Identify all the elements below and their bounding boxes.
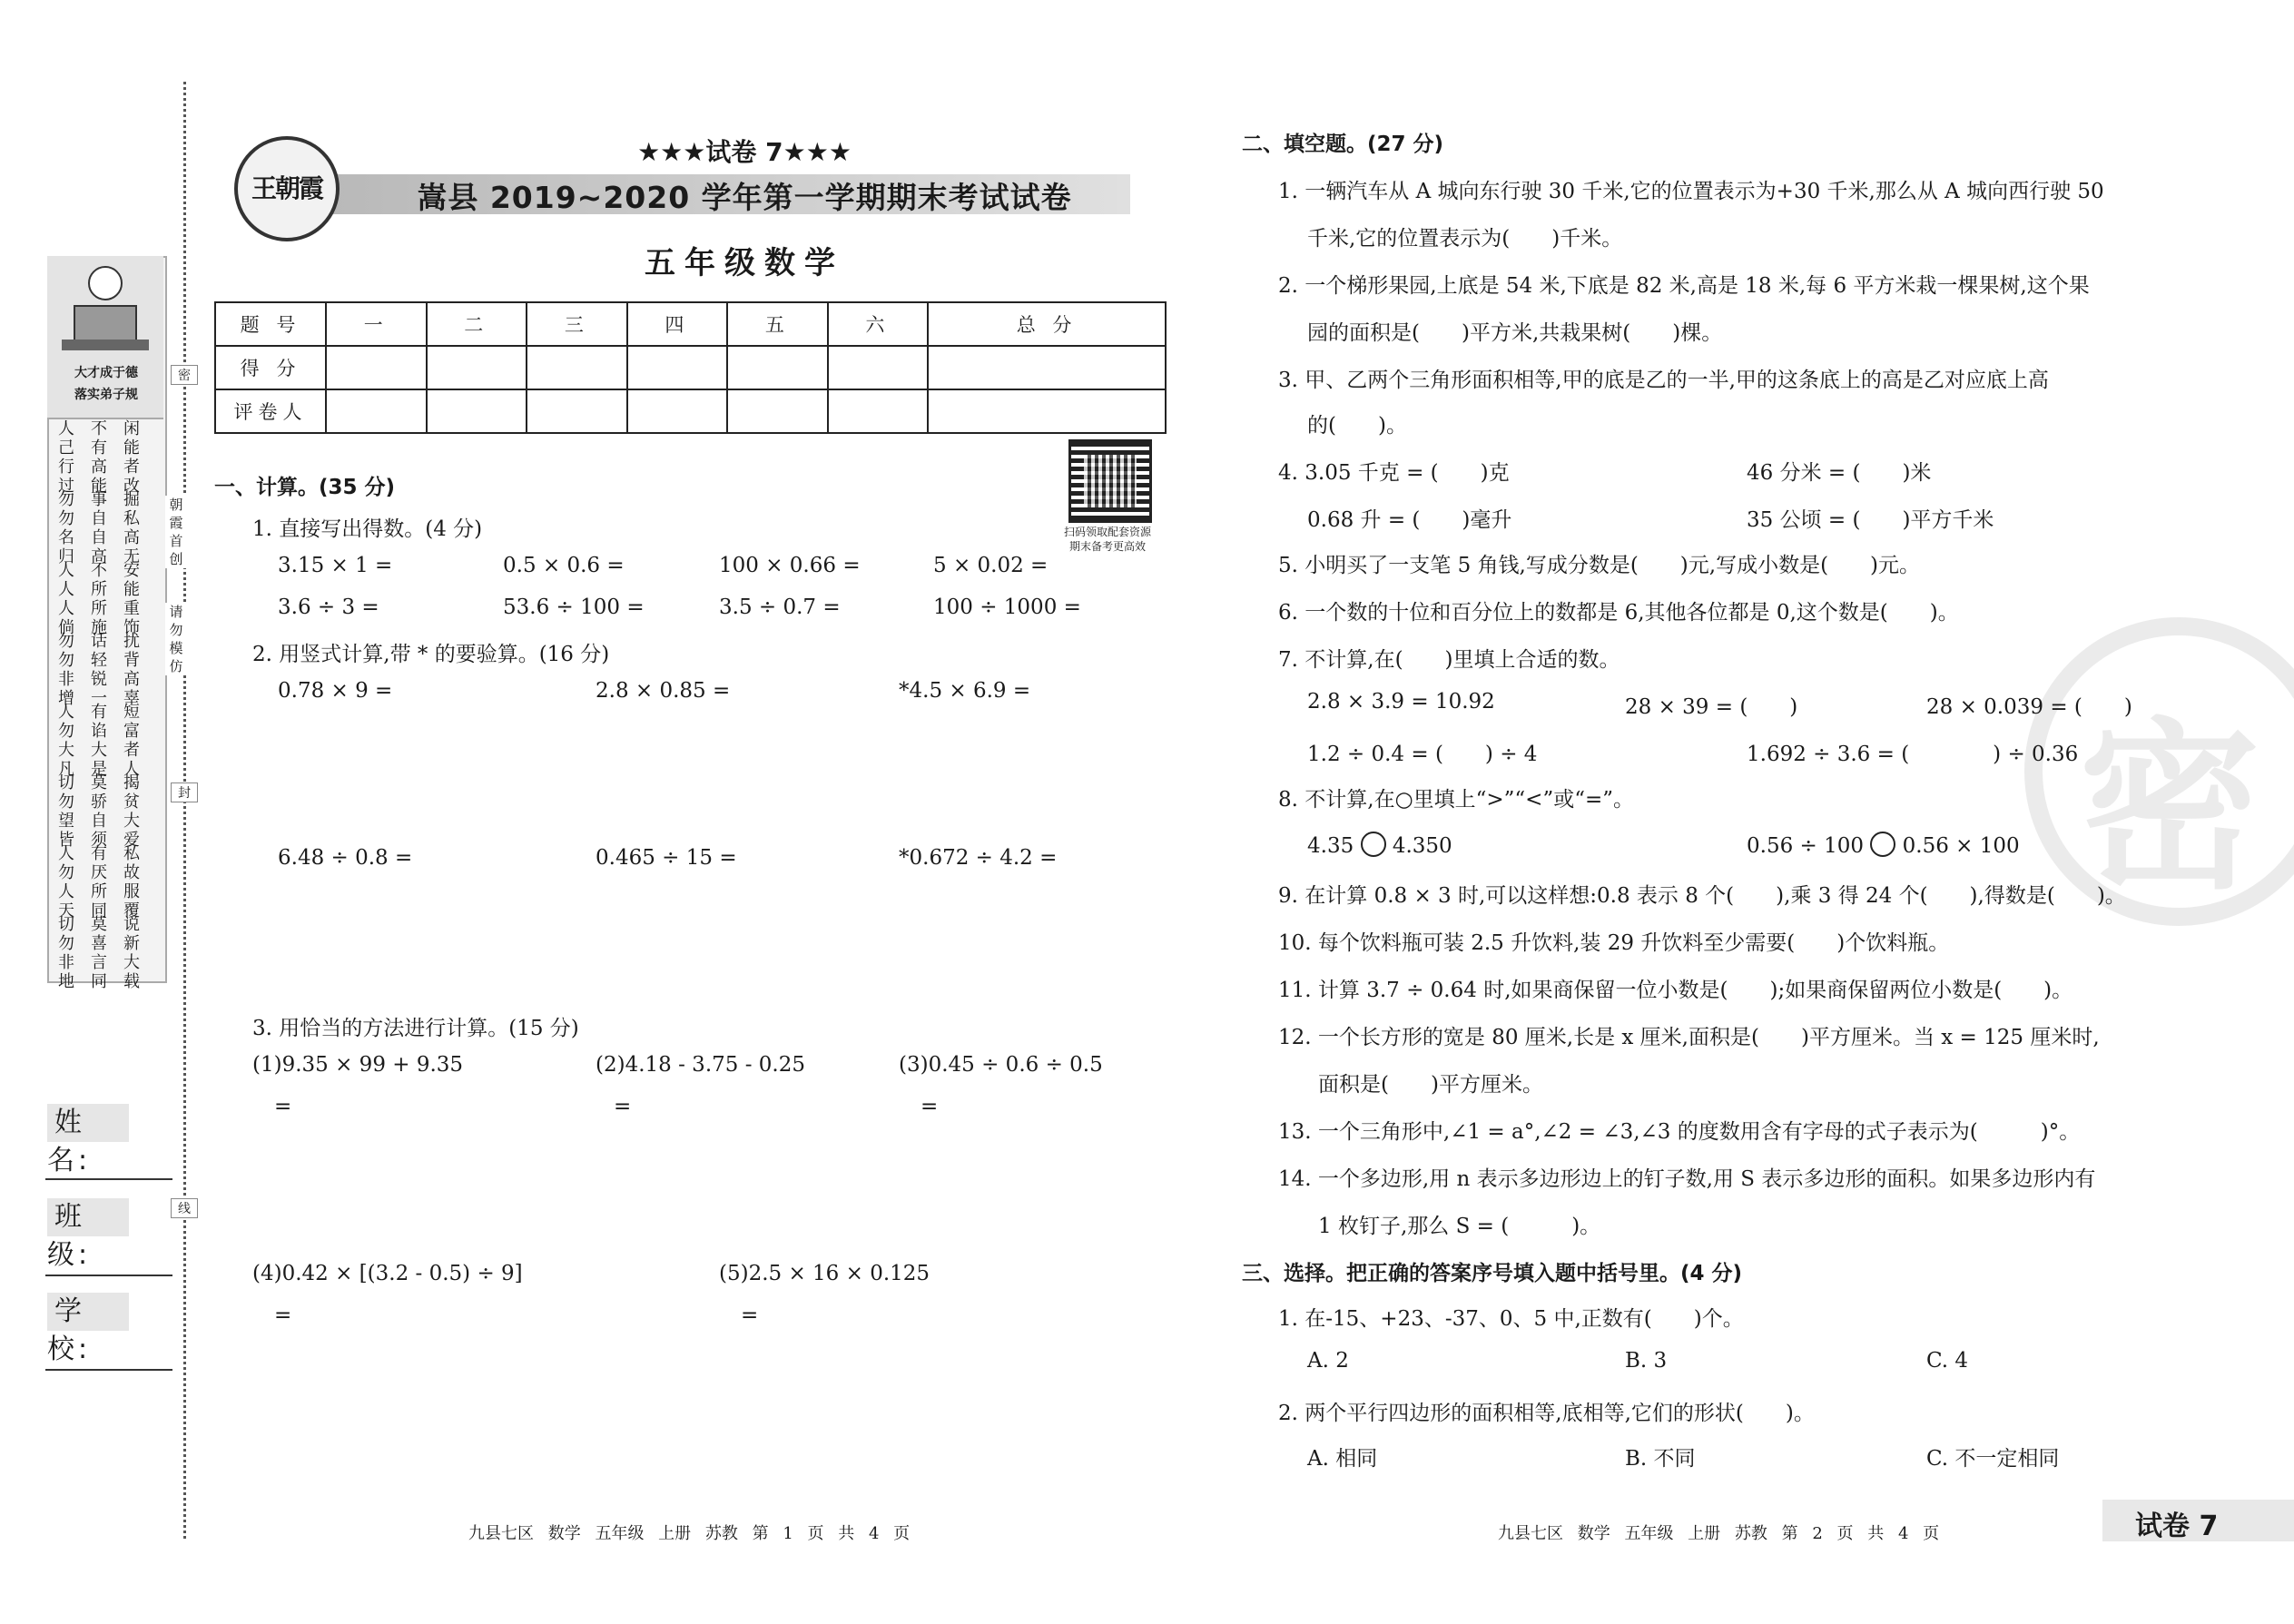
- score-input[interactable]: [627, 346, 728, 389]
- choice-option[interactable]: A. 2: [1307, 1349, 1349, 1373]
- school-line[interactable]: [45, 1369, 172, 1371]
- fill-line: 2.8 × 3.9 = 10.92: [1307, 690, 1495, 714]
- fill-line: 6. 一个数的十位和百分位上的数都是 6,其他各位都是 0,这个数是( )。: [1278, 601, 1959, 625]
- fill-line: 1. 一辆汽车从 A 城向东行驶 30 千米,它的位置表示为+30 千米,那么从 A 城向西行驶 50: [1278, 180, 2104, 203]
- motto-line: 不所所施: [91, 561, 107, 637]
- motto-line: 人勿人天: [58, 844, 74, 920]
- compare-right: 0.56 × 100: [1902, 834, 2020, 858]
- score-input[interactable]: [727, 346, 828, 389]
- choice-option[interactable]: B. 不同: [1625, 1447, 1696, 1471]
- score-cell: 一: [326, 302, 427, 346]
- score-cell: 三: [527, 302, 627, 346]
- grader-input[interactable]: [627, 389, 728, 433]
- fill-line: 5. 小明买了一支笔 5 角钱,写成分数是( )元,写成小数是( )元。: [1278, 554, 1921, 577]
- motto-caption-1: 大才成于德: [74, 366, 138, 380]
- score-input[interactable]: [527, 346, 627, 389]
- motto-line: 切勿望皆: [58, 773, 74, 850]
- fill-line: 千米,它的位置表示为( )千米。: [1307, 227, 1623, 251]
- score-input[interactable]: [326, 346, 427, 389]
- motto-line: 人人人倘: [58, 561, 74, 637]
- compare-row-2: [1747, 832, 2020, 858]
- motto-line: 扰背高辜: [123, 632, 140, 708]
- brand-logo: 王朝霞: [234, 136, 340, 241]
- fill-line: 面积是( )平方厘米。: [1318, 1073, 1543, 1097]
- q1-item: 3.15 × 1 =: [278, 554, 393, 577]
- fill-line: 10. 每个饮料瓶可装 2.5 升饮料,装 29 升饮料至少需要( )个饮料瓶。: [1278, 931, 1950, 955]
- score-cell: 总 分: [928, 302, 1166, 346]
- motto-caption-2: 落实弟子规: [74, 388, 138, 402]
- q1-item: 3.6 ÷ 3 =: [278, 595, 379, 619]
- fill-line: 8. 不计算,在○里填上“>”“<”或“=”。: [1278, 788, 1634, 812]
- compare-circle[interactable]: [1361, 832, 1386, 857]
- section-3-heading: 三、选择。把正确的答案序号填入题中括号里。(4 分): [1242, 1262, 1743, 1285]
- class-line[interactable]: [45, 1275, 172, 1276]
- compare-row-1: [1307, 832, 1452, 858]
- choice-option[interactable]: B. 3: [1625, 1349, 1668, 1373]
- side-note-no-copy: 请勿模仿: [165, 603, 187, 675]
- score-cell: 五: [727, 302, 828, 346]
- q3-item: (1)9.35 × 99 + 9.35: [252, 1053, 464, 1077]
- choice-option[interactable]: C. 不一定相同: [1926, 1447, 2060, 1471]
- grader-row-label: 评卷人: [215, 389, 326, 433]
- name-line[interactable]: [45, 1178, 172, 1180]
- choice-option[interactable]: A. 相同: [1307, 1447, 1378, 1471]
- fill-line: 7. 不计算,在( )里填上合适的数。: [1278, 648, 1620, 672]
- score-input[interactable]: [828, 346, 929, 389]
- watermark-text: 密: [2079, 703, 2261, 914]
- brand-tab-label: 试卷 7: [2135, 1511, 2219, 1542]
- score-cell: 二: [427, 302, 527, 346]
- motto-line: 不有高能: [91, 419, 107, 496]
- motto-line: 勿勿非增: [58, 632, 74, 708]
- equals-sign: =: [741, 1304, 759, 1327]
- q1-item: 0.5 × 0.6 =: [503, 554, 625, 577]
- q3-item: (2)4.18 - 3.75 - 0.25: [596, 1053, 805, 1077]
- compare-left: 0.56 ÷ 100: [1747, 834, 1865, 858]
- qr-caption-line: 扫码领取配套资源: [1063, 526, 1151, 538]
- q2-item: *4.5 × 6.9 =: [899, 679, 1031, 703]
- grader-input[interactable]: [427, 389, 527, 433]
- motto-line: 莫骄自须: [91, 773, 107, 850]
- paper-number: ★★★试卷 7★★★: [637, 137, 852, 167]
- binding-dotted-line: [183, 82, 186, 1539]
- q1-item: 5 × 0.02 =: [933, 554, 1049, 577]
- score-table: [214, 301, 1167, 434]
- score-cell: 六: [828, 302, 929, 346]
- grader-input[interactable]: [828, 389, 929, 433]
- exam-title: 嵩县 2019~2020 学年第一学期期末考试试卷: [417, 180, 1072, 215]
- fill-line: 13. 一个三角形中,∠1 = a°,∠2 = ∠3,∠3 的度数用含有字母的式子表示为( )°。: [1278, 1120, 2081, 1144]
- motto-line: 说新大载: [123, 915, 140, 991]
- fill-line: 0.68 升 = ( )毫升: [1307, 508, 1512, 532]
- motto-line: 事自自高: [91, 490, 107, 566]
- qr-code[interactable]: [1068, 439, 1152, 523]
- q1-item: 100 ÷ 1000 =: [933, 595, 1081, 619]
- score-table-header-row: [215, 302, 1166, 346]
- grader-input[interactable]: [727, 389, 828, 433]
- motto-line: 人己行过: [58, 419, 74, 496]
- fill-line: 46 分米 = ( )米: [1747, 461, 1932, 485]
- motto-line: 安能重饰: [123, 561, 140, 637]
- choice-option[interactable]: C. 4: [1926, 1349, 1969, 1373]
- score-input[interactable]: [928, 346, 1166, 389]
- section-1-heading: 一、计算。(35 分): [214, 476, 396, 499]
- fill-line: 1.2 ÷ 0.4 = ( ) ÷ 4: [1307, 743, 1538, 766]
- motto-line: 人勿大凡: [58, 703, 74, 779]
- grader-input[interactable]: [326, 389, 427, 433]
- equals-sign: =: [921, 1095, 939, 1118]
- q2-item: 0.465 ÷ 15 =: [596, 846, 737, 870]
- q2-item: 0.78 × 9 =: [278, 679, 393, 703]
- choice-question: 1. 在-15、+23、-37、0、5 中,正数有( )个。: [1278, 1307, 1744, 1331]
- q3-item: (3)0.45 ÷ 0.6 ÷ 0.5: [899, 1053, 1103, 1077]
- score-input[interactable]: [427, 346, 527, 389]
- class-label: 班 级:: [47, 1198, 129, 1236]
- motto-line: 短富者人: [123, 703, 140, 779]
- fill-line: 的( )。: [1307, 414, 1407, 438]
- fill-line: 1 枚钉子,那么 S = ( )。: [1318, 1215, 1601, 1238]
- fill-line: 28 × 0.039 = ( ): [1926, 695, 2132, 719]
- compare-right: 4.350: [1392, 834, 1452, 858]
- seal-mark-mi: 密: [171, 365, 198, 385]
- q1-item: 53.6 ÷ 100 =: [503, 595, 645, 619]
- qr-caption-line: 期末备考更高效: [1068, 540, 1146, 553]
- score-cell: 四: [627, 302, 728, 346]
- equals-sign: =: [274, 1095, 292, 1118]
- motto-line: 有厌所同: [91, 844, 107, 920]
- q2-item: 6.48 ÷ 0.8 =: [278, 846, 413, 870]
- fill-line: 4. 3.05 千克 = ( )克: [1278, 461, 1510, 485]
- equals-sign: =: [614, 1095, 632, 1118]
- motto-line: 掘私高无: [123, 490, 140, 566]
- q3-heading: 3. 用恰当的方法进行计算。(15 分): [252, 1017, 579, 1040]
- fill-line: 12. 一个长方形的宽是 80 厘米,长是 x 厘米,面积是( )平方厘米。当 x = 125 厘米时,: [1278, 1026, 2100, 1049]
- name-label: 姓 名:: [47, 1104, 129, 1142]
- compare-circle[interactable]: [1870, 832, 1895, 857]
- fill-line: 1.692 ÷ 3.6 = ( ) ÷ 0.36: [1747, 743, 2079, 766]
- footer-page-1: 九县七区 数学 五年级 上册 苏教 第 1 页 共 4 页: [468, 1524, 911, 1543]
- seal-mark-feng: 封: [171, 782, 198, 802]
- score-row-label: 得 分: [215, 346, 326, 389]
- section-2-heading: 二、填空题。(27 分): [1242, 133, 1444, 156]
- equals-sign: =: [274, 1304, 292, 1327]
- q3-item: (4)0.42 × [(3.2 - 0.5) ÷ 9]: [252, 1262, 523, 1285]
- seal-mark-xian: 线: [171, 1198, 198, 1218]
- q1-heading: 1. 直接写出得数。(4 分): [252, 517, 483, 541]
- motto-line: 揭贫大爱: [123, 773, 140, 850]
- exam-subtitle: 五年级数学: [645, 245, 844, 281]
- qr-caption: [1044, 525, 1171, 554]
- motto-line: 话轻锐一: [91, 632, 107, 708]
- motto-line: 切勿非地: [58, 915, 74, 991]
- motto-line: 有谄大是: [91, 703, 107, 779]
- score-cell: 题 号: [215, 302, 326, 346]
- fill-line: 园的面积是( )平方米,共栽果树( )棵。: [1307, 321, 1723, 345]
- fill-line: 35 公顷 = ( )平方千米: [1747, 508, 1994, 532]
- fill-line: 11. 计算 3.7 ÷ 0.64 时,如果商保留一位小数是( );如果商保留两位小数是( )。: [1278, 979, 2073, 1002]
- score-row: [215, 346, 1166, 389]
- motto-line: 莫喜言同: [91, 915, 107, 991]
- grader-input[interactable]: [527, 389, 627, 433]
- q2-item: 2.8 × 0.85 =: [596, 679, 731, 703]
- q2-item: *0.672 ÷ 4.2 =: [899, 846, 1058, 870]
- q1-item: 3.5 ÷ 0.7 =: [719, 595, 841, 619]
- side-note-original: 朝霞首创: [165, 496, 187, 568]
- q3-item: (5)2.5 × 16 × 0.125: [719, 1262, 930, 1285]
- choice-question: 2. 两个平行四边形的面积相等,底相等,它们的形状( )。: [1278, 1402, 1815, 1425]
- fill-line: 9. 在计算 0.8 × 3 时,可以这样想:0.8 表示 8 个( ),乘 3 得 24 个( ),得数是( )。: [1278, 884, 2126, 908]
- fill-line: 3. 甲、乙两个三角形面积相等,甲的底是乙的一半,甲的这条底上的高是乙对应底上高: [1278, 369, 2049, 392]
- school-label: 学 校:: [47, 1293, 129, 1331]
- motto-line: 勿勿名归: [58, 490, 74, 566]
- grader-row: [215, 389, 1166, 433]
- fill-line: 2. 一个梯形果园,上底是 54 米,下底是 82 米,高是 18 米,每 6 平方米栽一棵果树,这个果: [1278, 274, 2090, 298]
- motto-line: 闲能者改: [123, 419, 140, 496]
- fill-line: 28 × 39 = ( ): [1625, 695, 1798, 719]
- footer-page-2: 九县七区 数学 五年级 上册 苏教 第 2 页 共 4 页: [1498, 1524, 1940, 1543]
- q2-heading: 2. 用竖式计算,带 * 的要验算。(16 分): [252, 643, 610, 666]
- motto-line: 私故服覆: [123, 844, 140, 920]
- grader-input[interactable]: [928, 389, 1166, 433]
- compare-left: 4.35: [1307, 834, 1354, 858]
- q1-item: 100 × 0.66 =: [719, 554, 861, 577]
- fill-line: 14. 一个多边形,用 n 表示多边形边上的钉子数,用 S 表示多边形的面积。如果多边形内有: [1278, 1167, 2096, 1191]
